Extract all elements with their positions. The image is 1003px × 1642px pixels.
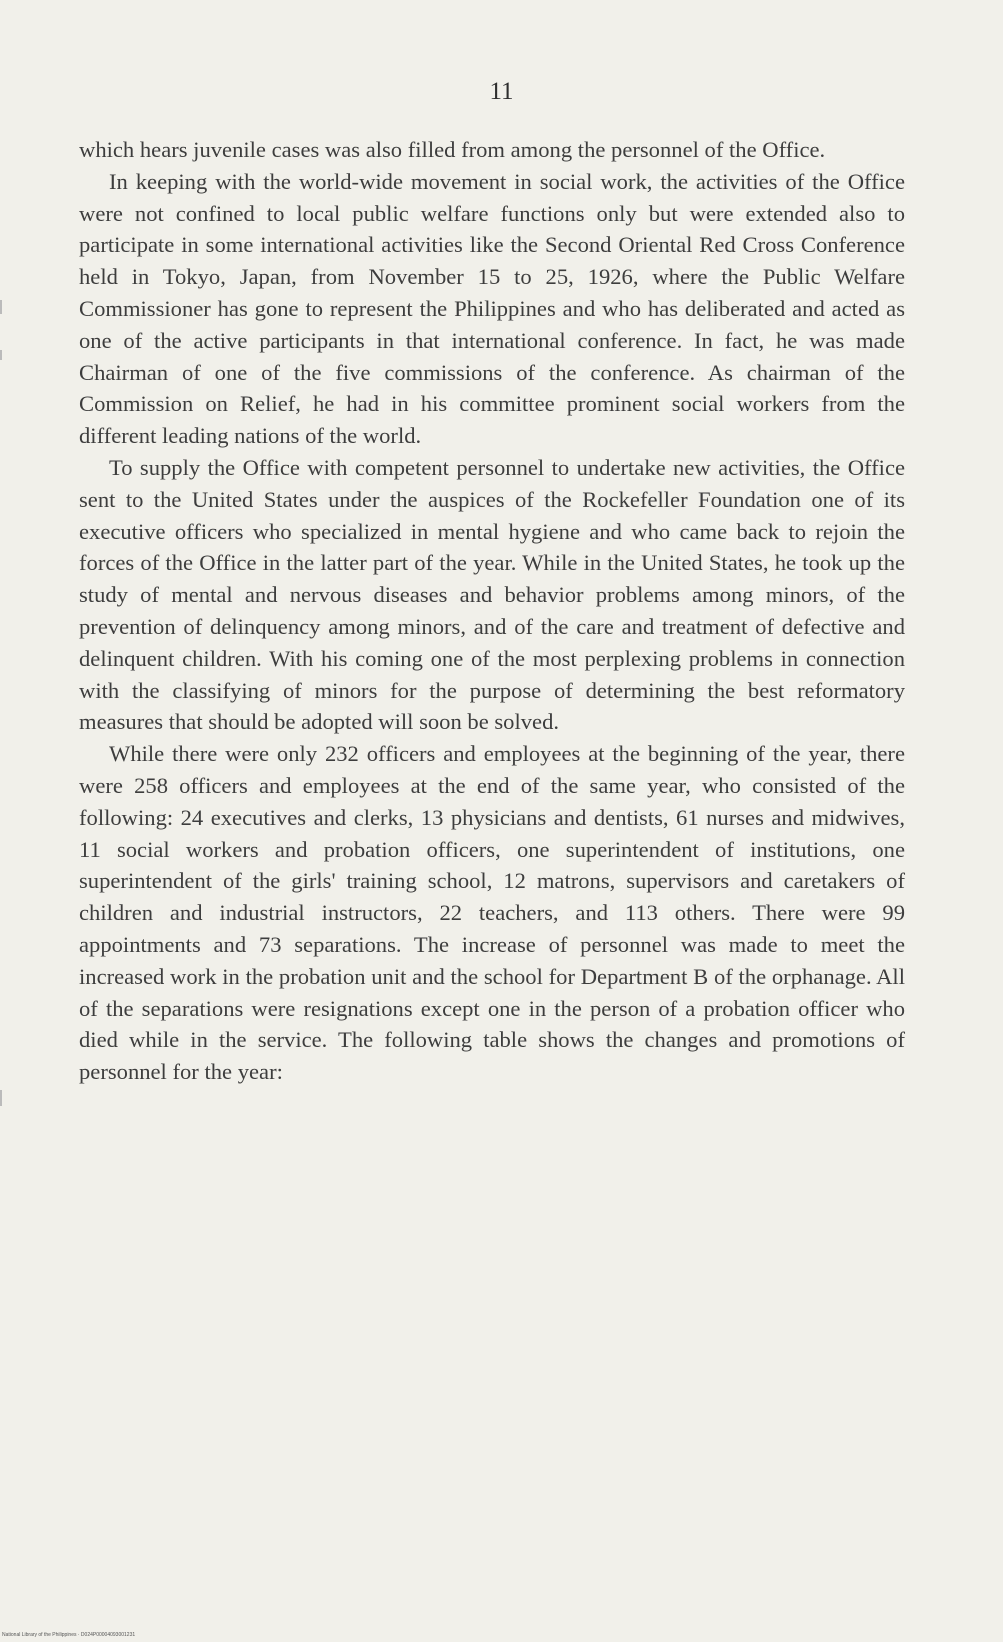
- body-text: [79, 134, 905, 1088]
- paragraph-4: While there were only 232 officers and employees at the beginning of the year, there were 258 officers and employees at the end of the same year, who consisted of the following: 24 executives and clerks, 13 physicians and dentists, 61 nurses and midwives, 11 social workers and probation officers, one superintendent of institutions, one superintendent of the girls' training school, 12 matrons, supervisors and caretakers of children and industrial instructors, 22 teachers, and 113 others. There were 99 appointments and 73 separations. The increase of personnel was made to meet the increased work in the probation unit and the school for Department B of the orphanage. All of the separations were resignations except one in the person of a probation officer who died while in the service. The following table shows the changes and promotions of personnel for the year:: [79, 741, 905, 1085]
- paragraph-3: To supply the Office with competent personnel to undertake new activities, the Office sent to the United States under the auspices of the Rockefeller Foundation one of its executive officers who specialized in mental hygiene and who came back to rejoin the forces of the Office in the latter part of the year. While in the United States, he took up the study of mental and nervous diseases and behavior problems among minors, of the prevention of delinquency among minors, and of the care and treatment of defective and delinquent children. With his coming one of the most perplexing problems in connection with the classifying of minors for the purpose of determining the best reformatory measures that should be adopted will soon be solved.: [79, 454, 905, 735]
- scan-edge-mark: [0, 350, 2, 360]
- paragraph-2: In keeping with the world-wide movement in social work, the activities of the Office were not confined to local public welfare functions only but were extended also to participate in some international activities like the Second Oriental Red Cross Conference held in Tokyo, Japan, from November 15 to 25, 1926, where the Public Welfare Commissioner has gone to represent the Philippines and who has deliberated and acted as one of the active participants in that international conference. In fact, he was made Chairman of one of the five commissions of the conference. As chairman of the Commission on Relief, he had in his committee prominent social workers from the different leading nations of the world.: [79, 168, 905, 449]
- footer-note: National Library of the Philippines · D024P00004093001231: [2, 1632, 136, 1638]
- scan-edge-mark: [0, 300, 2, 314]
- paragraph-1: which hears juvenile cases was also filled from among the personnel of the Office.: [79, 137, 826, 162]
- page-number: 11: [489, 78, 514, 105]
- scan-edge-mark: [0, 1090, 2, 1106]
